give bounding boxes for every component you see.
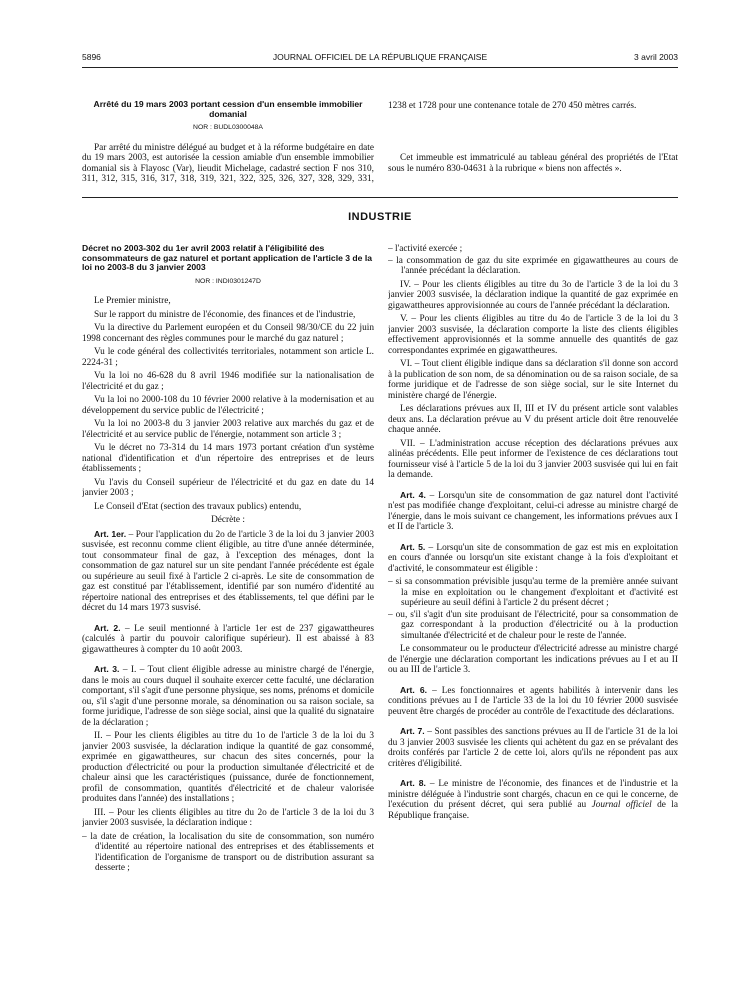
decret-nor: NOR : INDI0301247D bbox=[195, 277, 261, 285]
decret-right-column bbox=[388, 244, 678, 974]
article-6-text: – Les fonctionnaires et agents habilités à intervenir dans les conditions prévues au I de l'article 33 de la loi du 10 février 2000 susvisée peuvent être chargés de procéder au contrôle de l'exactitude des déclarations. bbox=[388, 685, 678, 717]
article-3-IV: IV. – Pour les clients éligibles au titre du 3o de l'article 3 de la loi du 3 janvier 2003 susvisée, la déclaration indique la quantité de gaz exprimée en gigawattheures approvisionnée au cours de l'année précédant la déclaration. bbox=[388, 279, 678, 311]
article-4-text: – Lorsqu'un site de consommation de gaz naturel dont l'activité n'est pas modifiée change d'exploitant, celui-ci adresse au ministre chargé de l'énergie, dans le mois suivant ce changement, les informations prévues aux I et II de l'article 3. bbox=[388, 490, 678, 532]
page-header bbox=[82, 52, 678, 66]
article-6-label: Art. 6. bbox=[400, 684, 428, 695]
decret-intro-minister: Le Premier ministre, bbox=[94, 296, 171, 307]
article-3-III-list bbox=[82, 832, 374, 874]
decret-visa-loi-1946: Vu la loi no 46-628 du 8 avril 1946 modifiée sur la nationalisation de l'électricité et du gaz ; bbox=[82, 371, 374, 392]
article-4-label: Art. 4. bbox=[400, 489, 426, 500]
arrete-left-column bbox=[82, 100, 374, 188]
arrete-paragraph-2-block bbox=[388, 153, 678, 177]
arrete-nor: NOR : BUDL0300048A bbox=[193, 124, 263, 132]
article-3-II: II. – Pour les clients éligibles au titre du 1o de l'article 3 de la loi du 3 janvier 2003 susvisée, la déclaration indique la quantité de gaz consommé, exprimée en gigawattheures, sur chacun des sites concernés, pour la production d'électricité ou pour la production simultanée d'électricité et de chaleur ainsi que les caractéristiques (puissance, durée de fonctionnement, profil de consommation, quantités d'électricité et de chaleur valorisée produites dans l'année) des installations ; bbox=[82, 731, 374, 805]
article-7-label: Art. 7. bbox=[400, 726, 425, 736]
arrete-title: Arrêté du 19 mars 2003 portant cession d'un ensemble immobilier domanial bbox=[93, 99, 363, 119]
article-5 bbox=[388, 542, 678, 575]
article-2-text: – Le seuil mentionné à l'article 1er est de 237 gigawattheures (calculés à partir du pouvoir calorifique supérieur). Il est abaissé à 83 gigawattheures à compter du 10 août 2003. bbox=[82, 623, 374, 655]
arrete-paragraph-1-continued: 1238 et 1728 pour une contenance totale de 270 450 mètres carrés. bbox=[388, 100, 637, 111]
decret-intro-rapport: Sur le rapport du ministre de l'économie, des finances et de l'industrie, bbox=[94, 309, 356, 320]
article-1-label: Art. 1er. bbox=[94, 528, 127, 539]
decret-conseil-etat: Le Conseil d'Etat (section des travaux publics) entendu, bbox=[94, 501, 302, 512]
page-number: 5896 bbox=[82, 52, 101, 62]
article-3-I-text: – I. – Tout client éligible adresse au ministre chargé de l'énergie, dans le mois au cours duquel il souhaite exercer cette faculté, une déclaration comportant, s'il s'agit d'une personne physique, ses noms, prénoms et domicile ou, s'il s'agit d'une personne morale, sa dénomination ou sa raison sociale, sa forme juridique, l'adresse de son siège social, ainsi que la qualité du signataire de la déclaration ; bbox=[82, 665, 374, 728]
article-2 bbox=[82, 623, 374, 656]
list-item: – la date de création, la localisation du site de consommation, son numéro d'identité au répertoire national des entreprises et des établissements et l'identification de l'organisme de transport ou de distribution assurant sa desserte ; bbox=[82, 831, 374, 874]
decret-visa-directive: Vu la directive du Parlement européen et du Conseil 98/30/CE du 22 juin 1998 concernant des règles communes pour le marché du gaz naturel ; bbox=[82, 323, 374, 344]
arrete-paragraph-2: Cet immeuble est immatriculé au tableau général des propriétés de l'Etat sous le numéro 830-04631 à la rubrique « biens non affectés ». bbox=[388, 153, 678, 174]
article-7 bbox=[388, 726, 678, 769]
article-5-list bbox=[388, 577, 678, 641]
decret-visa-loi-2000: Vu la loi no 2000-108 du 10 février 2000 relative à la modernisation et au développement du service public de l'électricité ; bbox=[82, 395, 374, 416]
article-3-I bbox=[82, 664, 374, 728]
article-2-label: Art. 2. bbox=[94, 622, 121, 633]
journal-title: JOURNAL OFFICIEL DE LA RÉPUBLIQUE FRANÇAISE bbox=[272, 52, 488, 62]
list-item: – la consommation de gaz du site exprimée en gigawattheures au cours de l'année précédant la déclaration. bbox=[388, 255, 678, 276]
article-1-text: – Pour l'application du 2o de l'article 3 de la loi du 3 janvier 2003 susvisée, est reconnu comme client éligible, au titre d'une année déterminée, tout consommateur final de gaz, à l'exception des ménages, dont la consommation de gaz naturel sur un site pendant l'année précédente est égale ou supérieure au seuil fixé à l'article 2 ci-après. Le site de consommation de gaz est constitué par l'établissement, identifié par son numéro d'identité au répertoire national des entreprises et des établissements, tel que défini par le décret du 14 mars 1973 susvisé. bbox=[82, 529, 374, 614]
article-6 bbox=[388, 685, 678, 718]
journal-officiel-italic: Journal officiel bbox=[591, 800, 652, 810]
article-7-text: – Sont passibles des sanctions prévues au II de l'article 31 de la loi du 3 janvier 2003 susvisée les clients qui achètent du gaz en se prévalant des droits conférés par l'article 2 de cette loi, alors qu'ils ne répondent pas aux critères d'éligibilité. bbox=[388, 727, 678, 769]
issue-date: 3 avril 2003 bbox=[634, 52, 678, 62]
decret-visa-cgct: Vu le code général des collectivités territoriales, notamment son article L. 2224-31 ; bbox=[82, 347, 374, 368]
article-3-III: III. – Pour les clients éligibles au titre du 2o de l'article 3 de la loi du 3 janvier 2003 susvisée, la déclaration indique : bbox=[82, 807, 374, 829]
header-rule bbox=[82, 67, 678, 68]
article-3-VI-b: Les déclarations prévues aux II, III et IV du présent article sont valables deux ans. La déclaration prévue au V du présent article doit être renouvelée chaque année. bbox=[388, 404, 678, 435]
decret-visa-loi-2003: Vu la loi no 2003-8 du 3 janvier 2003 relative aux marchés du gaz et de l'électricité et au service public de l'énergie, notamment son article 3 ; bbox=[82, 419, 374, 440]
article-3-VI: VI. – Tout client éligible indique dans sa déclaration s'il donne son accord à la publication de son nom, de sa dénomination ou de sa raison sociale, de sa forme juridique et de l'adresse de son siège social, sur le site Internet du ministère chargé de l'énergie. bbox=[388, 359, 678, 401]
article-5-text: – Lorsqu'un site de consommation de gaz est mis en exploitation en cours d'année ou lorsqu'un site existant change à la fois d'exploitant et d'activité, le consommateur est éligible : bbox=[388, 542, 678, 574]
article-5-label: Art. 5. bbox=[400, 541, 426, 552]
list-item: – ou, s'il s'agit d'un site produisant de l'électricité, pour sa consommation de gaz correspondant à la production d'électricité ou à la production simultanée d'électricité et de chaleur pour le reste de l'année. bbox=[388, 609, 678, 641]
article-3-label: Art. 3. bbox=[94, 664, 120, 675]
article-5-b: Le consommateur ou le producteur d'électricité adresse au ministre chargé de l'énergie une déclaration comportant les indications prévues au I et au II ou au III de l'article 3. bbox=[388, 644, 678, 675]
article-8-text-b: de la République française. bbox=[388, 800, 678, 821]
article-3-VII: VII. – L'administration accuse réception des déclarations prévues aux alinéas précédents. Elle peut informer de l'existence de ces déclarations tout fournisseur visé à l'article 5 de la loi du 3 janvier 2003 susvisée qui lui en fait la demande. bbox=[388, 438, 678, 480]
article-3-V: V. – Pour les clients éligibles au titre du 4o de l'article 3 de la loi du 3 janvier 2003 susvisée, la déclaration comporte la liste des clients éligibles effectivement approvisionnés et la somme annuelle des quantités de gaz correspondantes exprimée en gigawattheures. bbox=[388, 314, 678, 356]
section-rule bbox=[82, 197, 678, 198]
article-8-label: Art. 8. bbox=[400, 778, 426, 788]
decrete-heading: Décrète : bbox=[211, 515, 245, 526]
decret-left-column bbox=[82, 244, 374, 964]
article-4 bbox=[388, 490, 678, 533]
article-1 bbox=[82, 529, 374, 614]
article-8 bbox=[388, 778, 678, 821]
article-8-text-a: – Le ministre de l'économie, des finances et de l'industrie et la ministre déléguée à l'industrie sont chargés, chacun en ce qui le concerne, de l'exécution du présent décret, qui sera publié au bbox=[388, 779, 678, 810]
list-item: – l'activité exercée ; bbox=[388, 244, 463, 254]
list-item: – si sa consommation prévisible jusqu'au terme de la première année suivant la mise en exploitation ou le changement d'exploitant et d'activité est supérieure au seuil défini à l'article 2 du présent décret ; bbox=[388, 577, 678, 608]
article-3-III-list-continued bbox=[388, 244, 678, 277]
decret-title: Décret no 2003-302 du 1er avril 2003 relatif à l'éligibilité des consommateurs de gaz naturel et portant application de l'article 3 de la loi no 2003-8 du 3 janvier 2003 bbox=[82, 244, 373, 273]
decret-visa-avis: Vu l'avis du Conseil supérieur de l'électricité et du gaz en date du 14 janvier 2003 ; bbox=[82, 477, 374, 499]
decret-visa-decret-1973: Vu le décret no 73-314 du 14 mars 1973 portant création d'un système national d'identification et d'un répertoire des entreprises et de leurs établissements ; bbox=[82, 443, 374, 475]
section-title: INDUSTRIE bbox=[348, 211, 412, 223]
arrete-paragraph-1: Par arrêté du ministre délégué au budget et à la réforme budgétaire en date du 19 mars 2003, est autorisée la cession amiable d'un ensemble immobilier domanial sis à Flayosc (Var), lieudit Michelage, cadastré section F nos 310, 311, 312, 315, 316, 317, 318, 319, 321, 322, 325, 326, 327, 328, 329, 331, bbox=[82, 142, 374, 185]
